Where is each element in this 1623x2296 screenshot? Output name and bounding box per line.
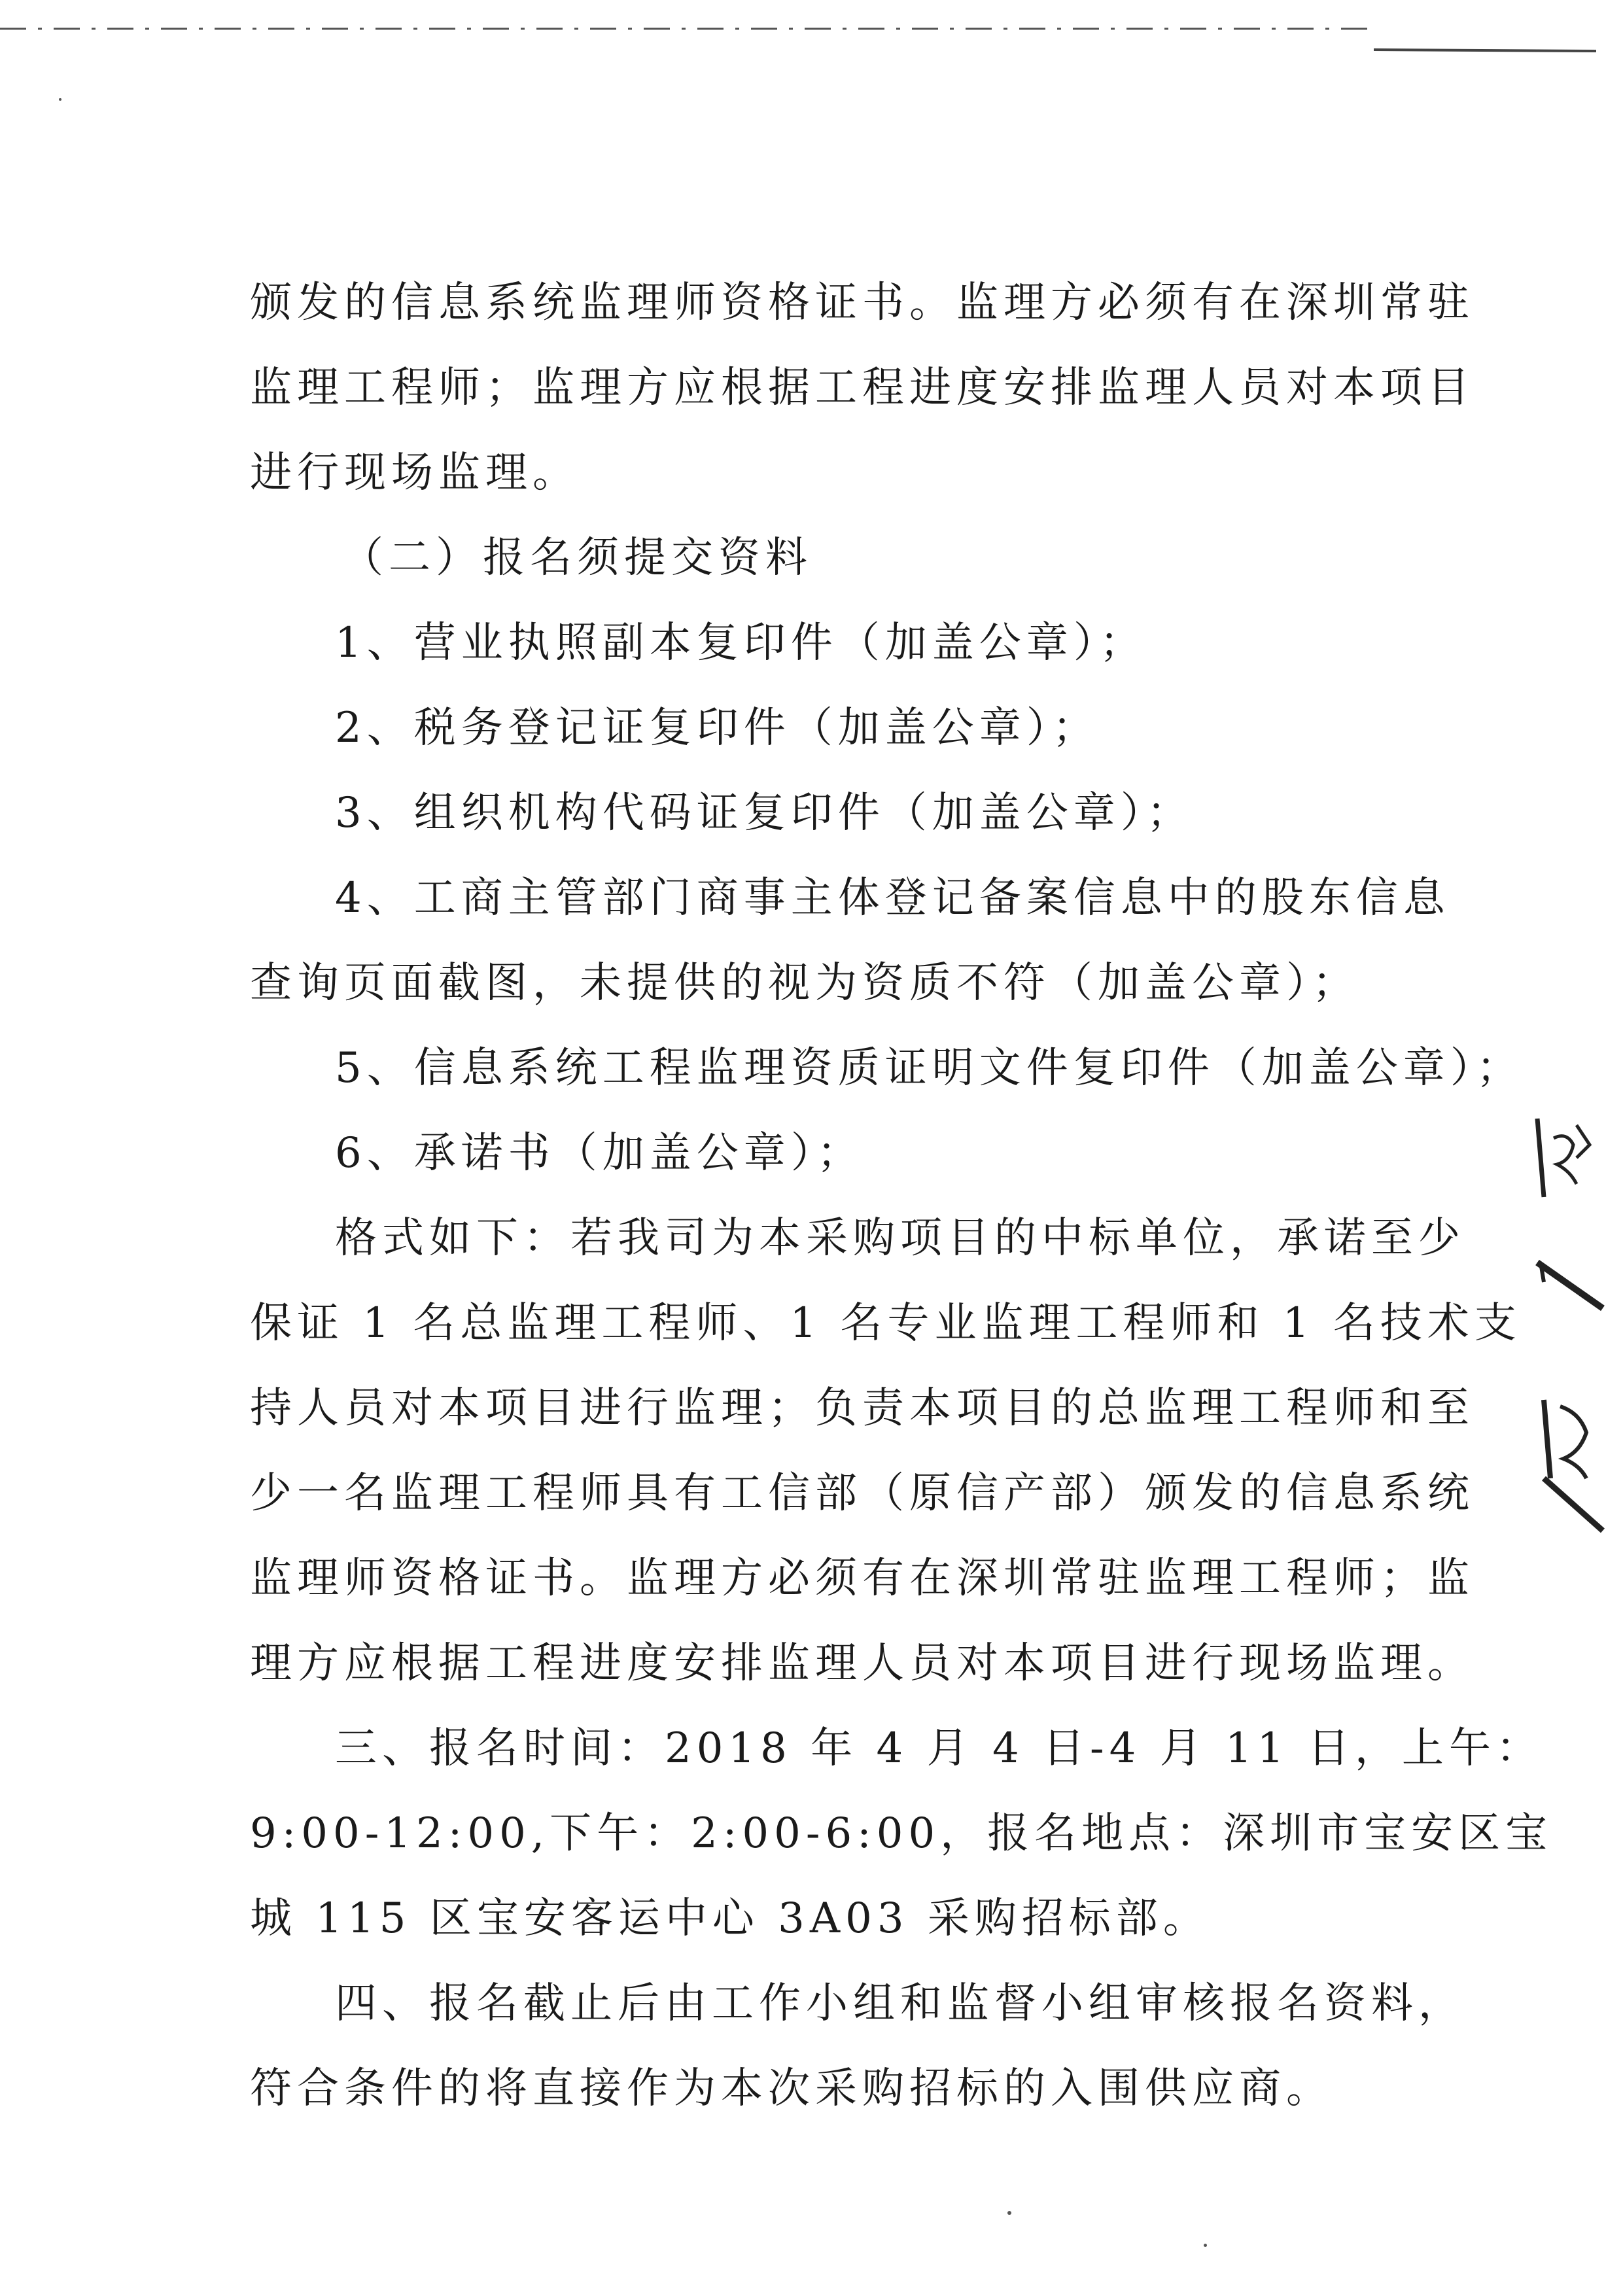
scan-top-edge-marks (0, 26, 1623, 65)
text-line: 保证 1 名总监理工程师、1 名专业监理工程师和 1 名技术支 (250, 1299, 1522, 1348)
document-body (250, 260, 1553, 2131)
text-line: 城 115 区宝安客运中心 3A03 采购招标部。 (250, 1894, 1210, 1943)
list-item: 6、承诺书（加盖公章）； (335, 1129, 864, 1177)
list-item: 1、营业执照副本复印件（加盖公章）； (335, 619, 1147, 667)
text-line: 9:00-12:00,下午：2:00-6:00，报名地点：深圳市宝安区宝 (250, 1809, 1553, 1858)
scan-speck (1204, 2244, 1207, 2247)
scan-speck (1007, 2211, 1011, 2215)
text-line: 理方应根据工程进度安排监理人员对本项目进行现场监理。 (250, 1639, 1475, 1688)
section-heading: 三、报名时间：2018 年 4 月 4 日-4 月 11 日，上午： (335, 1724, 1543, 1773)
list-item: 2、税务登记证复印件（加盖公章）； (335, 704, 1100, 752)
edge-seal-fragment (1524, 1112, 1616, 1557)
text-line: 符合条件的将直接作为本次采购招标的入围供应商。 (250, 2064, 1333, 2113)
paragraph-start: 格式如下：若我司为本采购项目的中标单位，承诺至少 (335, 1214, 1465, 1262)
text-line: 少一名监理工程师具有工信部（原信产部）颁发的信息系统 (250, 1469, 1475, 1518)
scan-speck (59, 98, 61, 101)
list-item: 3、组织机构代码证复印件（加盖公章）； (335, 789, 1194, 837)
section-heading: 四、报名截止后由工作小组和监督小组审核报名资料， (335, 1979, 1465, 2028)
list-item: 5、信息系统工程监理资质证明文件复印件（加盖公章）； (335, 1044, 1524, 1092)
list-item: 4、工商主管部门商事主体登记备案信息中的股东信息 (335, 874, 1450, 922)
section-heading: （二）报名须提交资料 (341, 534, 812, 582)
text-line: 颁发的信息系统监理师资格证书。监理方必须有在深圳常驻 (250, 279, 1475, 327)
text-line: 监理师资格证书。监理方必须有在深圳常驻监理工程师；监 (250, 1554, 1475, 1603)
text-line: 监理工程师；监理方应根据工程进度安排监理人员对本项目 (250, 364, 1475, 412)
text-line: 查询页面截图，未提供的视为资质不符（加盖公章）； (250, 959, 1359, 1007)
text-line: 持人员对本项目进行监理；负责本项目的总监理工程师和至 (250, 1384, 1475, 1433)
text-line: 进行现场监理。 (250, 449, 580, 497)
